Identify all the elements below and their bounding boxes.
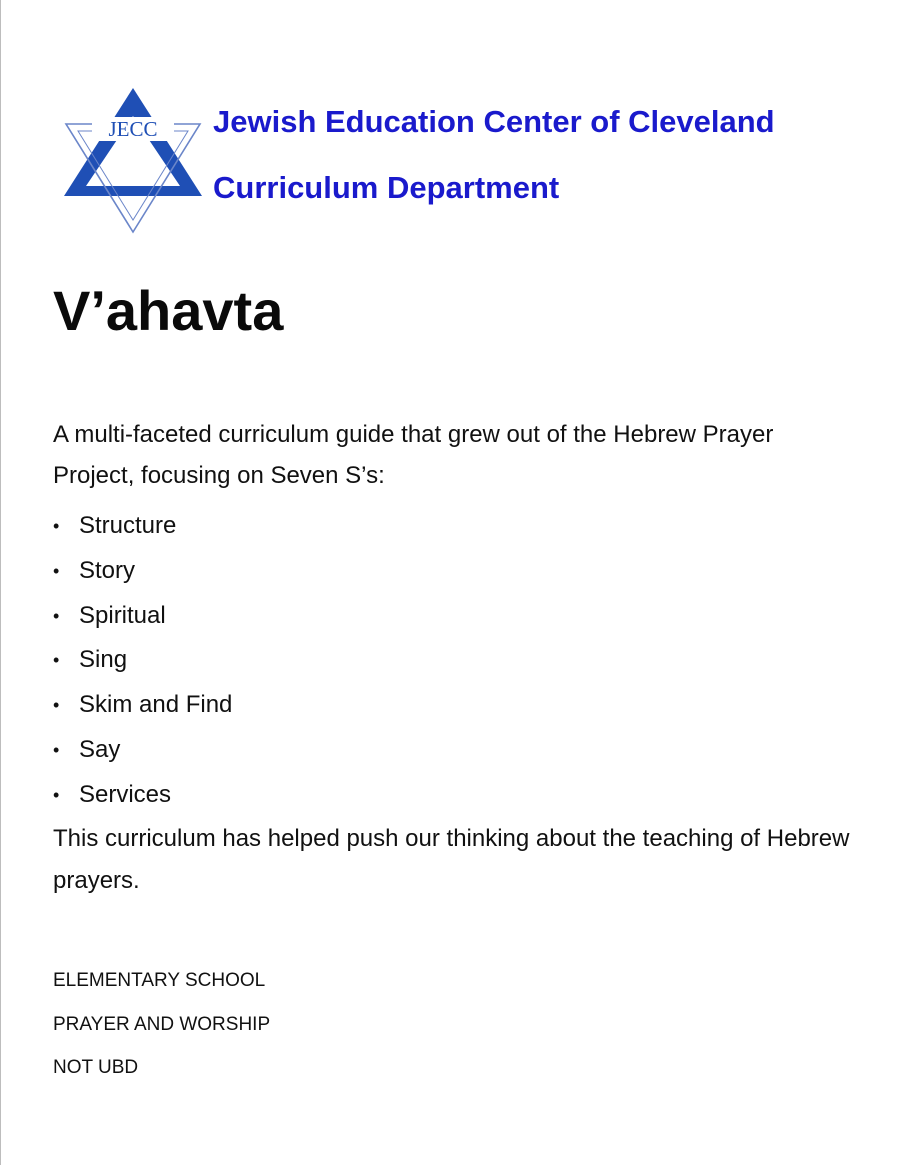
- page-title: V’ahavta: [53, 279, 284, 342]
- tag-method: NOT UBD: [53, 1057, 139, 1078]
- list-item-label: Structure: [79, 512, 177, 539]
- category-tags: [53, 963, 270, 1094]
- organization-name: Jewish Education Center of Cleveland: [213, 104, 775, 139]
- bullet-icon: •: [53, 560, 60, 581]
- tag-grade-level: ELEMENTARY SCHOOL: [53, 970, 266, 991]
- list-item: [53, 638, 232, 683]
- bullet-icon: •: [53, 650, 60, 671]
- list-item-label: Skim and Find: [79, 691, 233, 719]
- bullet-icon: •: [53, 739, 60, 760]
- logo-wordmark: JECC: [108, 117, 158, 141]
- list-item-label: Services: [79, 780, 172, 808]
- list-item: [53, 549, 232, 594]
- jecc-star-logo: [62, 84, 204, 236]
- list-item: [53, 728, 232, 773]
- list-item: [53, 594, 232, 639]
- list-item: [53, 683, 232, 728]
- list-item-label: Spiritual: [79, 601, 166, 629]
- list-item-label: Sing: [79, 646, 128, 674]
- intro-paragraph: A multi-faceted curriculum guide that grew out of the Hebrew Prayer Project, focusing on Seven S’s:: [53, 421, 774, 489]
- list-item-label: Story: [79, 556, 136, 584]
- bullet-icon: •: [53, 516, 60, 536]
- list-item: [53, 504, 232, 549]
- bullet-icon: •: [53, 784, 60, 805]
- seven-s-list: [53, 504, 232, 818]
- closing-paragraph: This curriculum has helped push our thinking about the teaching of Hebrew prayers.: [53, 825, 850, 894]
- bullet-icon: •: [53, 605, 60, 626]
- page-edge: [0, 0, 1, 1165]
- tag-subject: PRAYER AND WORSHIP: [53, 1013, 271, 1035]
- list-item: [53, 773, 232, 818]
- list-item-label: Say: [79, 735, 121, 763]
- bullet-icon: •: [53, 695, 60, 716]
- department-name: Curriculum Department: [213, 170, 560, 205]
